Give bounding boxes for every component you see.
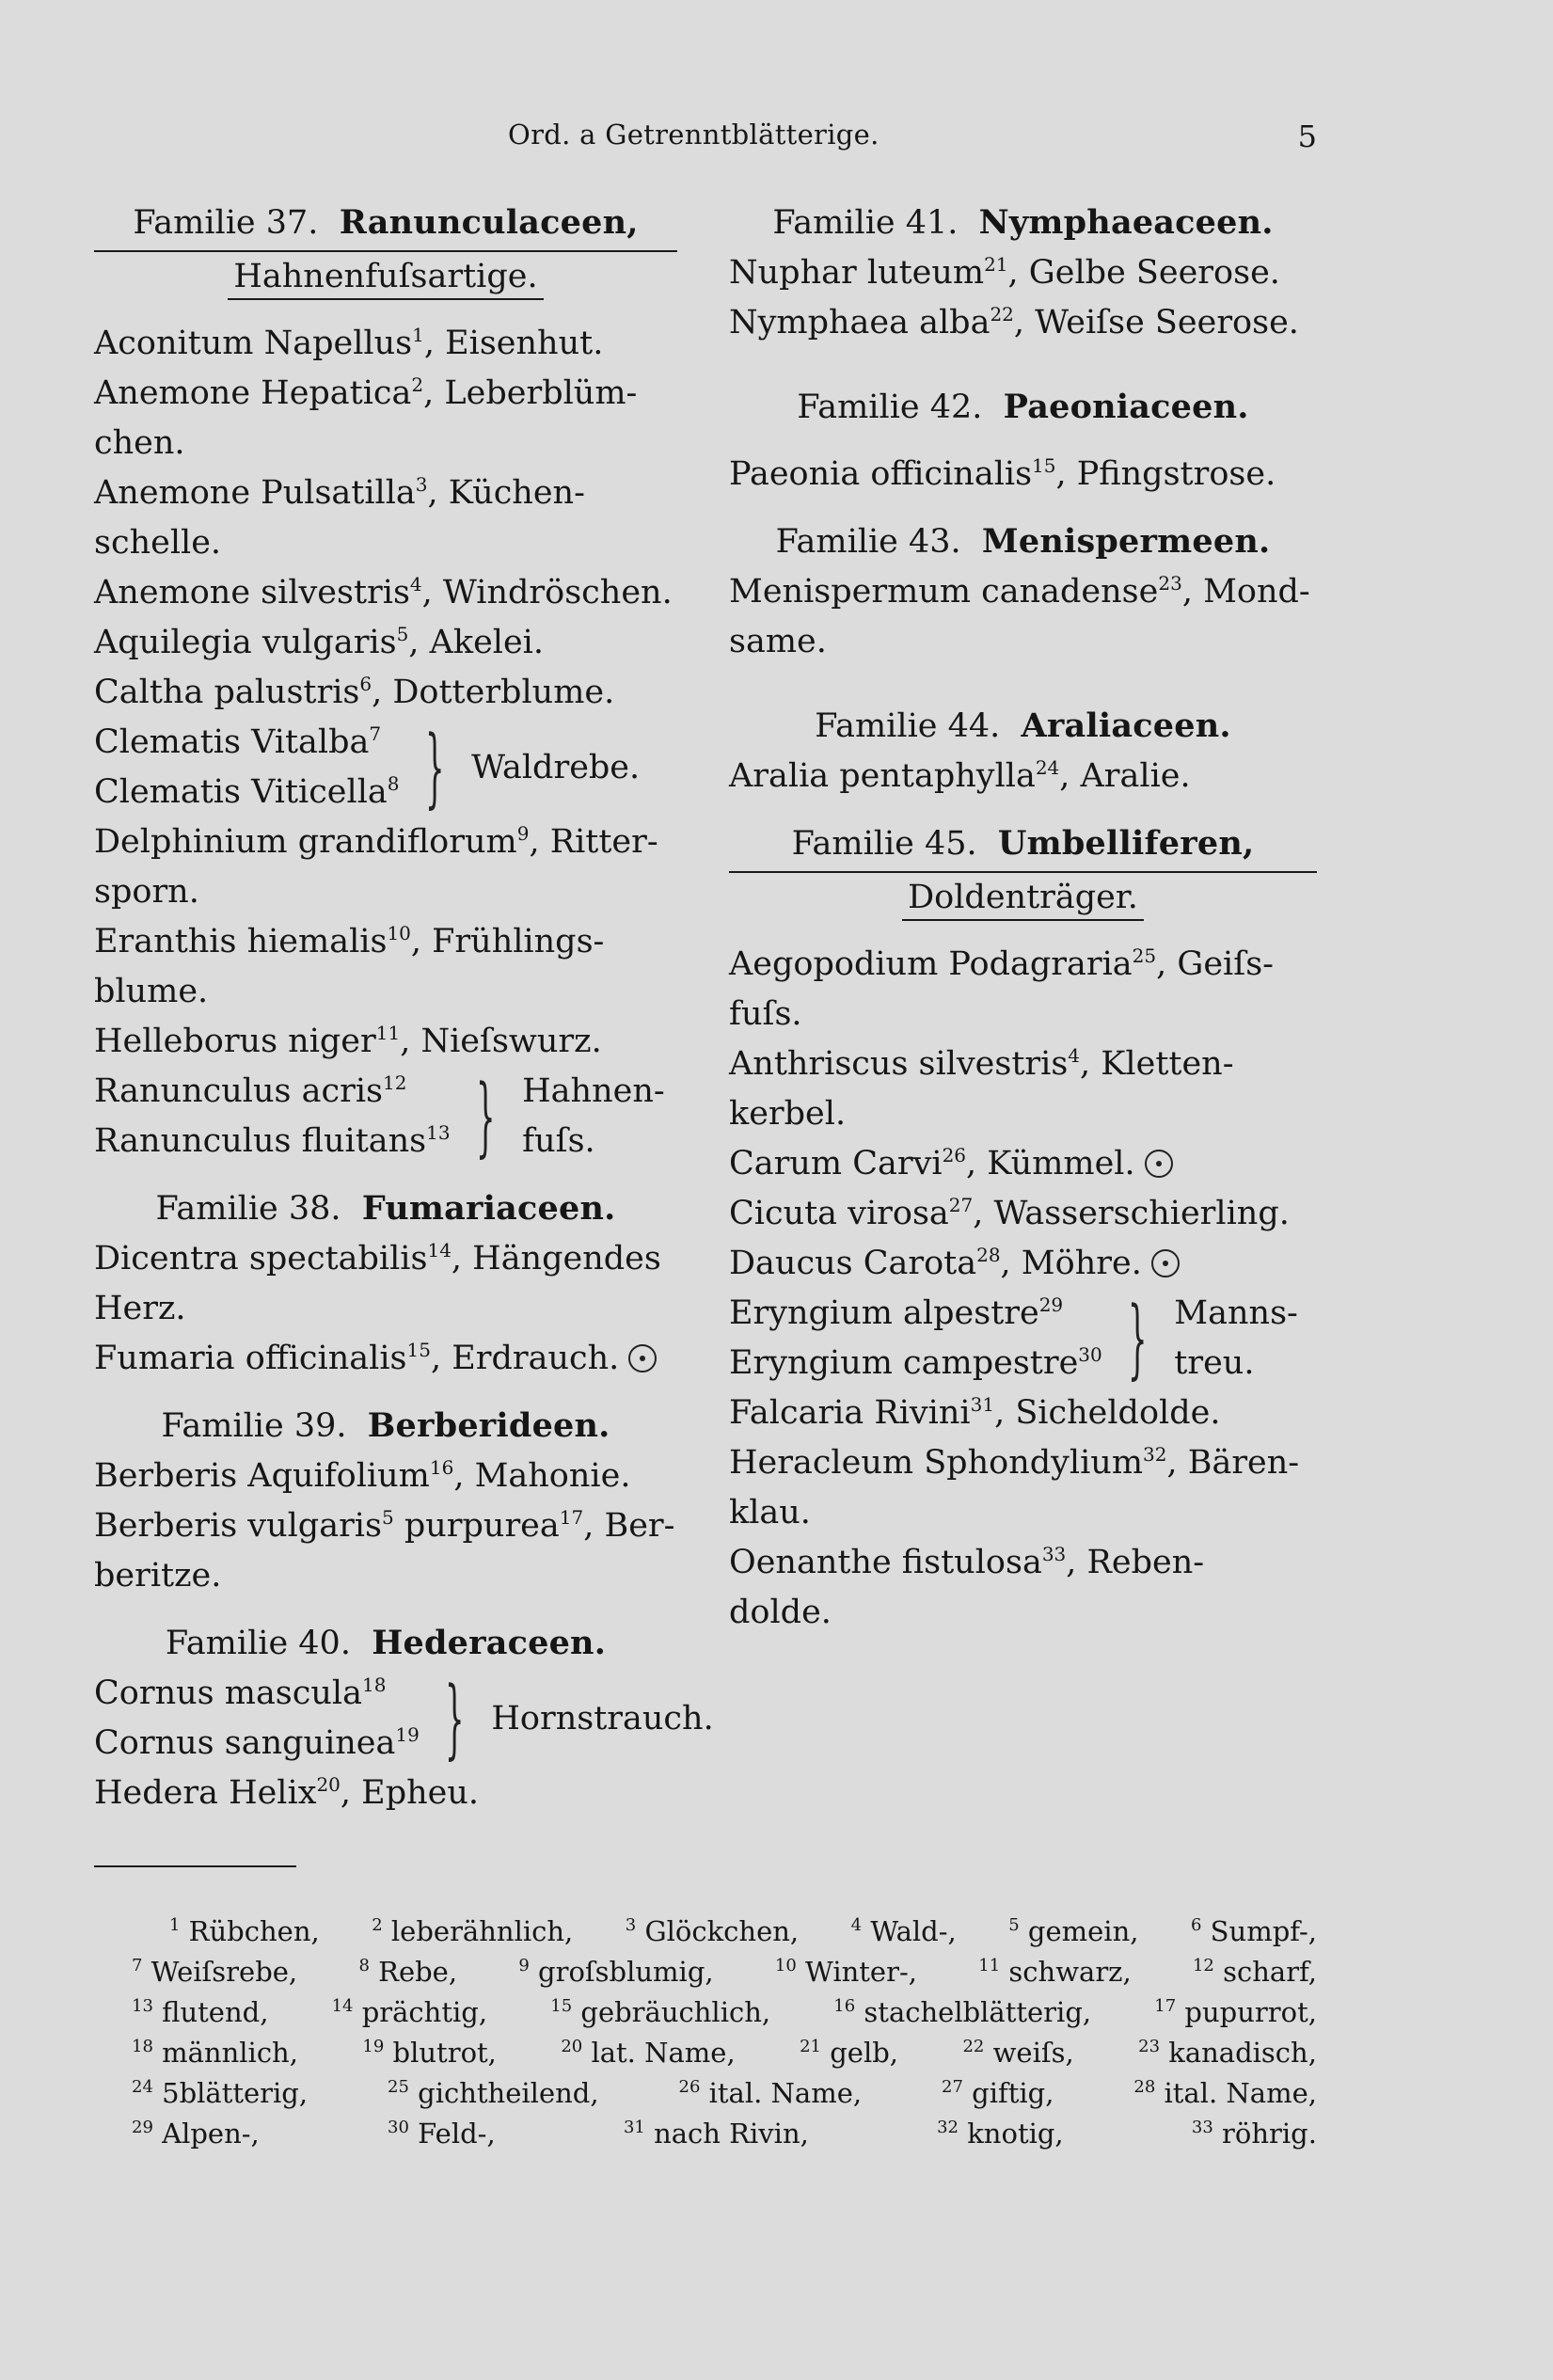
footnote [332, 1992, 487, 2033]
species-entry [729, 1239, 1317, 1289]
footnote-ref: 28 [976, 1244, 1001, 1266]
footnote-text: Rebe, [378, 1956, 458, 1988]
entry-continuation: klau. [729, 1494, 811, 1531]
footnote-text: Winter-, [805, 1956, 917, 1988]
footnote [358, 1952, 457, 1992]
footnote [518, 1952, 713, 1992]
entry-continuation: same. [729, 623, 827, 660]
footnote [1193, 1952, 1317, 1992]
common-name: , Eisenhut. [423, 325, 604, 362]
species-entry [94, 369, 677, 468]
species-entry [94, 319, 677, 369]
common-name: , Kümmel. [966, 1145, 1135, 1182]
species-name: Daucus Carota [729, 1245, 977, 1282]
species-entry [94, 1017, 677, 1067]
species-entry [729, 752, 1317, 801]
species-name: Heracleum Sphondylium [729, 1444, 1144, 1482]
species-name: Cicuta virosa [729, 1195, 949, 1232]
species-entry [729, 940, 1317, 1039]
footnote-ref: 11 [375, 1022, 401, 1044]
footnote-ref: 16 [429, 1456, 454, 1479]
species-entry [729, 298, 1317, 348]
species-name: Anemone silvestris [94, 574, 410, 611]
species-name: Ranunculus acris$^{12}$ [94, 1071, 407, 1110]
family-name: Araliaceen. [1021, 706, 1231, 745]
common-name: fuſs. [522, 1122, 595, 1160]
footnote-ref: 26 [942, 1144, 967, 1166]
species-name: Clematis Vitalba$^7$ [94, 722, 382, 761]
footnote-row [132, 2114, 1317, 2154]
footnote-number: 3 [625, 1915, 637, 1935]
species-entry [729, 1189, 1317, 1239]
footnote [1192, 2114, 1317, 2154]
entry-list [729, 567, 1317, 667]
footnote-text: blutrot, [392, 2037, 497, 2069]
footnote-row [132, 1912, 1317, 1952]
footnote-number: 16 [833, 1996, 856, 2016]
footnote-text: leberähnlich, [390, 1915, 574, 1947]
footnote [132, 2033, 298, 2073]
entry-list [94, 1234, 677, 1384]
footnote-text: gelb, [830, 2037, 899, 2069]
entry-continuation: fuſs. [729, 995, 802, 1033]
species-entry [729, 1039, 1317, 1139]
family-heading-42: Familie 42. Paeoniaceen. [797, 388, 1249, 426]
footnote-ref: 21 [984, 253, 1008, 276]
common-name: , Aralie. [1059, 757, 1191, 795]
footnote-separator [94, 1865, 296, 1867]
footnote-ref: 31 [970, 1393, 995, 1416]
species-name: Berberis Aquifolium [94, 1457, 430, 1495]
entry-list [729, 248, 1317, 348]
footnote-number: 15 [550, 1996, 573, 2016]
species-name: Eranthis hiemalis [94, 923, 388, 960]
footnote-number: 6 [1190, 1915, 1202, 1935]
footnote-ref: 3 [415, 473, 428, 496]
species-name: Fumaria officinalis [94, 1340, 407, 1377]
entry-list [729, 752, 1317, 801]
footnote [1191, 1912, 1317, 1952]
footnote-number: 30 [388, 2118, 409, 2137]
common-name: , Ritter- [529, 823, 658, 861]
footnote-text: prächtig, [361, 1996, 488, 2028]
common-name: , Gelbe Seerose. [1007, 254, 1280, 292]
common-name: Manns- [1174, 1294, 1298, 1332]
species-name: Falcaria Rivini [729, 1394, 971, 1432]
biennial-symbol-icon [1145, 1150, 1173, 1178]
species-entry [94, 468, 677, 568]
species-entry [94, 668, 677, 718]
footnote-ref: 22 [990, 303, 1014, 325]
footnote [169, 1912, 320, 1952]
footnote-number: 7 [132, 1956, 143, 1975]
footnote-text: männlich, [162, 2037, 298, 2069]
footnote [1133, 2073, 1317, 2114]
family-heading-41: Familie 41. Nymphaeaceen. [772, 203, 1274, 242]
footnote-text: ital. Name, [1164, 2077, 1317, 2109]
species-name: Dicentra spectabilis [94, 1240, 428, 1277]
species-entry [94, 1452, 677, 1501]
species-entry [94, 1334, 677, 1384]
footnote-ref: 24 [1035, 756, 1060, 779]
species-entry [729, 450, 1317, 500]
footnote [962, 2033, 1073, 2073]
species-name: Paeonia officinalis [729, 455, 1033, 493]
footnote-number: 24 [132, 2077, 153, 2097]
family-heading-44: Familie 44. Araliaceen. [815, 706, 1231, 745]
running-title: Ord. a Getrenntblätterige. [508, 119, 880, 151]
footnote [388, 2073, 599, 2114]
footnote-ref: 14 [427, 1239, 452, 1261]
footnote [132, 1992, 268, 2033]
footnote-text: scharf, [1223, 1956, 1317, 1988]
entry-berberis-vulgaris: Berberis vulgaris$^5$ purpurea$^{17}$, Ber- beritze. [94, 1506, 675, 1595]
footnote-ref: 19 [395, 1723, 420, 1746]
footnote-ref: 15 [1032, 454, 1056, 477]
footnote-number: 26 [678, 2077, 701, 2097]
entry-list [729, 1388, 1317, 1638]
footnote-number: 25 [388, 2077, 409, 2097]
footnote-text: ital. Name, [708, 2077, 863, 2109]
footnote-number: 11 [978, 1956, 1001, 1975]
footnote [775, 1952, 917, 1992]
footnote-ref: 32 [1143, 1443, 1167, 1466]
species-name: Carum Carvi [729, 1145, 943, 1182]
entry-list [729, 450, 1317, 500]
entry-continuation: dolde. [729, 1594, 832, 1631]
common-name: , Kletten- [1080, 1045, 1234, 1083]
footnote-number: 23 [1138, 2037, 1161, 2056]
footnote-ref: 29 [1038, 1293, 1064, 1316]
footnote [800, 2033, 898, 2073]
brace-icon: } [475, 1066, 496, 1166]
footnote-text: Glöckchen, [644, 1915, 800, 1947]
footnote-text: weiſs, [992, 2037, 1074, 2069]
species-entry [94, 917, 677, 1017]
entry-continuation: chen. [94, 424, 185, 462]
footnote [624, 2114, 809, 2154]
footnote-number: 5 [1008, 1915, 1020, 1935]
footnote-text: giftig, [972, 2077, 1054, 2109]
species-entry [729, 1388, 1317, 1438]
species-name: Anthriscus silvestris [729, 1045, 1069, 1083]
footnote-text: pupurrot, [1184, 1996, 1317, 2028]
footnote-number: 13 [132, 1996, 153, 2016]
family-name: Umbelliferen, [997, 824, 1255, 863]
species-entry [729, 248, 1317, 298]
footnote-number: 9 [518, 1956, 530, 1975]
footnote-ref: 4 [409, 573, 422, 595]
footnote-text: nach Rivin, [654, 2118, 809, 2150]
footnote-ref: 20 [316, 1773, 341, 1796]
species-name: Anemone Hepatica [94, 374, 412, 412]
footnote-ref: 4 [1068, 1044, 1081, 1067]
common-name: Hornstrauch. [491, 1699, 714, 1737]
entry-continuation: blume. [94, 973, 209, 1010]
family-name: Hederaceen. [372, 1624, 607, 1662]
species-entry [729, 1139, 1317, 1189]
entry-group-eryngium [729, 1289, 1317, 1388]
biennial-symbol-icon [1151, 1249, 1180, 1277]
footnote-ref: 30 [1078, 1343, 1102, 1366]
species-name: Cornus sanguinea$^{19}$ [94, 1723, 420, 1762]
species-name: Menispermum canadense [729, 573, 1159, 611]
entry-list [729, 940, 1317, 1289]
footnote-ref: 1 [412, 324, 424, 346]
common-name: , Möhre. [1000, 1245, 1142, 1282]
species-name: Nymphaea alba [729, 304, 990, 341]
footnote-number: 8 [358, 1956, 370, 1975]
footnote-number: 18 [132, 2037, 153, 2056]
footnote-text: lat. Name, [591, 2037, 736, 2069]
species-name: Helleborus niger [94, 1023, 376, 1060]
family-subtitle: Hahnenfuſsartige. [94, 252, 677, 302]
footnote-ref: 17 [559, 1506, 584, 1529]
species-name: Clematis Viticella$^8$ [94, 772, 400, 811]
common-name: , Hängendes [451, 1240, 661, 1277]
footnote-number: 17 [1154, 1996, 1177, 2016]
common-name: , Frühlings- [410, 923, 605, 960]
footnote-ref: 27 [948, 1194, 974, 1216]
footnote [1008, 1912, 1138, 1952]
species-name: Eryngium alpestre$^{29}$ [729, 1293, 1064, 1332]
family-heading-38: Familie 38. Fumariaceen. [155, 1189, 616, 1228]
entry-continuation: schelle. [94, 524, 222, 562]
family-heading-45: Familie 45. Umbelliferen, [729, 818, 1317, 873]
footnote-text: Alpen-, [162, 2118, 260, 2150]
footnote-text: 5blätterig, [162, 2077, 309, 2109]
footnote-number: 33 [1191, 2118, 1213, 2137]
species-name: Aralia pentaphylla [729, 757, 1036, 795]
footnote-text: flutend, [162, 1996, 269, 2028]
footnote-ref: 7 [369, 722, 382, 745]
footnote-text: Rübchen, [188, 1915, 320, 1947]
footnote-number: 10 [774, 1956, 797, 1975]
entry-continuation: sporn. [94, 873, 199, 911]
footnote-number: 28 [1133, 2077, 1156, 2097]
entry-list [94, 319, 677, 718]
footnote-number: 1 [169, 1915, 181, 1935]
footnote-number: 19 [362, 2037, 385, 2056]
brace-icon: } [1127, 1288, 1148, 1388]
footnote-text: Wald-, [870, 1915, 957, 1947]
species-name: Aegopodium Podagraria [729, 945, 1133, 983]
common-name: , Sicheldolde. [994, 1394, 1221, 1432]
family-name: Ranunculaceen, [339, 203, 639, 242]
family-heading-40: Familie 40. Hederaceen. [165, 1624, 607, 1662]
species-name: Nuphar luteum [729, 254, 985, 292]
entry-list [94, 1452, 677, 1501]
footnote-ref: 5 [381, 1506, 394, 1529]
footnote [132, 2073, 308, 2114]
species-name: Eryngium campestre$^{30}$ [729, 1343, 1102, 1382]
footnote-number: 29 [132, 2118, 153, 2137]
footnote-number: 20 [561, 2037, 583, 2056]
common-name: , Reben- [1066, 1544, 1205, 1581]
footnote [942, 2073, 1054, 2114]
footnote [851, 1912, 957, 1952]
entry-continuation: Herz. [94, 1290, 186, 1327]
entry-list [94, 817, 677, 1067]
footnote [833, 1992, 1091, 2033]
footnote-number: 4 [850, 1915, 863, 1935]
footnote [679, 2073, 863, 2114]
family-name: Nymphaeaceen. [978, 203, 1274, 242]
biennial-symbol-icon [628, 1344, 657, 1372]
entry-group-clematis [94, 718, 677, 817]
species-name: Oenanthe fistulosa [729, 1544, 1042, 1581]
footnote-text: gichtheilend, [418, 2077, 599, 2109]
footnote [132, 2114, 260, 2154]
common-name: , Küchen- [427, 474, 585, 512]
footnote-text: stachelblätterig, [864, 1996, 1092, 2028]
footnote-number: 12 [1192, 1956, 1214, 1975]
species-entry [94, 817, 677, 917]
species-entry [729, 1538, 1317, 1638]
common-name: , Bären- [1166, 1444, 1300, 1482]
family-heading-43: Familie 43. Menispermeen. [775, 522, 1271, 561]
species-entry [729, 567, 1317, 667]
common-name: , Mond- [1181, 573, 1310, 611]
common-name: treu. [1174, 1344, 1255, 1382]
family-name: Berberideen. [367, 1406, 610, 1445]
brace-icon: } [444, 1668, 465, 1769]
footnote-number: 32 [937, 2118, 959, 2137]
footnote-row [132, 2033, 1317, 2073]
species-name: Ranunculus fluitans$^{13}$ [94, 1121, 451, 1160]
species-name: Caltha palustris [94, 674, 360, 711]
footnote [132, 1952, 297, 1992]
species-name: Delphinium grandiflorum [94, 823, 517, 861]
common-name: , Windröschen. [421, 574, 673, 611]
footnote-ref: 12 [382, 1071, 407, 1094]
common-name: Waldrebe. [471, 748, 641, 786]
entry-group-cornus [94, 1668, 714, 1769]
footnote [362, 2033, 497, 2073]
footnote-text: Sumpf-, [1210, 1915, 1317, 1947]
entry-continuation: kerbel. [729, 1095, 847, 1133]
footnote-ref: 33 [1041, 1543, 1067, 1565]
species-entry [94, 1234, 677, 1334]
common-name: , Leberblüm- [423, 374, 638, 412]
footnote-ref: 25 [1132, 944, 1157, 967]
family-heading-39: Familie 39. Berberideen. [161, 1406, 610, 1445]
common-name: , Wasserschierling. [973, 1195, 1290, 1232]
footnote [937, 2114, 1064, 2154]
footnote-ref: 9 [516, 822, 530, 845]
page-number: 5 [1297, 119, 1317, 154]
common-name: , Geiſs- [1156, 945, 1274, 983]
footnote-number: 14 [331, 1996, 354, 2016]
footnote-ref: 5 [396, 623, 409, 645]
footnote-ref: 15 [406, 1339, 431, 1361]
footnote-row [132, 1952, 1317, 1992]
footnote-text: groſsblumig, [538, 1956, 714, 1988]
common-name: , Weiſse Seerose. [1013, 304, 1299, 341]
footnote-text: schwarz, [1008, 1956, 1132, 1988]
footnote-text: gemein, [1027, 1915, 1139, 1947]
footnote [626, 1912, 799, 1952]
footnote-text: knotig, [967, 2118, 1064, 2150]
footnote-ref: 6 [359, 673, 372, 695]
footnote-text: röhrig. [1222, 2118, 1317, 2150]
footnote [388, 2114, 496, 2154]
species-entry [94, 618, 677, 668]
species-name: Anemone Pulsatilla [94, 474, 416, 512]
footnote-ref: 10 [387, 922, 411, 944]
footnote-number: 22 [962, 2037, 985, 2056]
footnote-number: 31 [623, 2118, 645, 2137]
species-name: Aconitum Napellus [94, 325, 413, 362]
species-entry [729, 1438, 1317, 1538]
footnote-number: 27 [942, 2077, 963, 2097]
common-name: , Dotterblume. [372, 674, 615, 711]
family-name: Menispermeen. [981, 522, 1271, 561]
footnote-row [132, 1992, 1317, 2033]
family-name: Paeoniaceen. [1003, 388, 1249, 426]
footnote [561, 2033, 735, 2073]
footnote [1154, 1992, 1317, 2033]
family-heading-37: Familie 37. Ranunculaceen, [94, 198, 677, 252]
common-name: , Nieſswurz. [400, 1023, 602, 1060]
common-name: , Akelei. [408, 624, 545, 661]
entry-group-ranunculus [94, 1067, 677, 1166]
footnote-number: 2 [372, 1915, 383, 1935]
common-name: Hahnen- [522, 1072, 665, 1110]
species-name: Aquilegia vulgaris [94, 624, 397, 661]
footnote [550, 1992, 770, 2033]
footnotes [132, 1912, 1317, 2154]
page-header [508, 119, 1317, 156]
family-name: Fumariaceen. [361, 1189, 616, 1228]
footnote [1138, 2033, 1317, 2073]
footnote-text: Weiſsrebe, [151, 1956, 298, 1988]
footnote-ref: 23 [1158, 572, 1182, 595]
entry-hedera: Hedera Helix$^{20}$, Epheu. [94, 1773, 480, 1812]
footnote-ref: 8 [387, 772, 400, 795]
right-column [729, 198, 1317, 1638]
footnote-text: kanadisch, [1168, 2037, 1317, 2069]
footnote-ref: 18 [361, 1674, 387, 1696]
footnote-text: gebräuchlich, [580, 1996, 771, 2028]
common-name: , Pfingstrose. [1055, 455, 1276, 493]
common-name: , Erdrauch. [430, 1340, 620, 1377]
footnote-number: 21 [800, 2037, 822, 2056]
footnote [372, 1912, 573, 1952]
footnote-row [132, 2073, 1317, 2114]
family-subtitle: Doldenträger. [729, 873, 1317, 923]
species-entry [94, 568, 677, 618]
footnote [978, 1952, 1131, 1992]
species-name: Cornus mascula$^{18}$ [94, 1674, 387, 1712]
footnote-ref: 2 [411, 373, 424, 396]
common-name: , Mahonie. [453, 1457, 631, 1495]
left-column [94, 198, 714, 1818]
footnote-ref: 13 [426, 1121, 451, 1144]
brace-icon: } [424, 717, 445, 817]
footnote-text: Feld-, [418, 2118, 496, 2150]
